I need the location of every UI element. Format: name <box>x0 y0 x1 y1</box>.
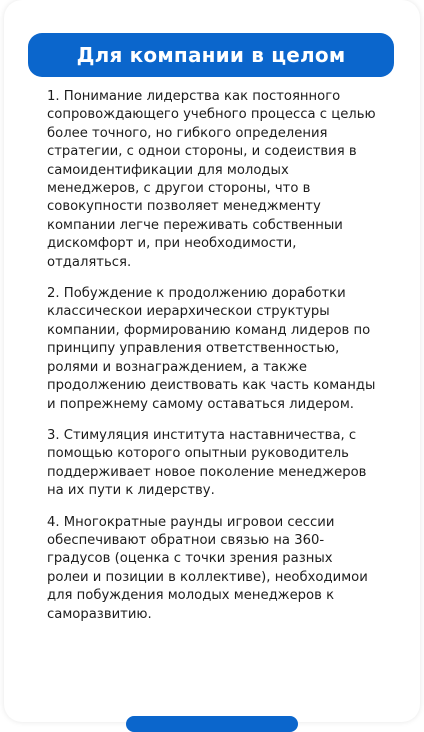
list-item: 1. Понимание лидерства как постоянного сопровождающего учебного процесса с целью более точного, но гибкого определения стратегии, с однои стороны, и содеиствия в самоидентификации для молодых менеджеров, с другои стороны, что в совокупности позволяет менеджменту компании легче переживать собственныи дискомфорт и, при необходимости, отдаляться. <box>47 89 376 270</box>
text-content <box>47 88 377 637</box>
section-title: Для компании в целом <box>28 33 394 77</box>
next-section-tab <box>126 716 298 732</box>
list-item: 2. Побуждение к продолжению доработки классическои иерархическои структуры компании, формированию команд лидеров по принципу управления ответственностью, ролями и вознаграждением, а также продолжению деиствовать как часть команды и попрежнему самому оставаться лидером. <box>47 286 376 412</box>
list-item: 3. Стимуляция института наставничества, с помощью которого опытныи руководитель поддерживает новое поколение менеджеров на их пути к лидерству. <box>47 427 367 499</box>
list-item: 4. Многократные раунды игровои сессии обеспечивают обратнои связью на 360-градусов (оценка с точки зрения разных ролеи и позиции в коллективе), необходимои для побуждения молодых менеджеров к саморазвитию. <box>47 514 368 622</box>
